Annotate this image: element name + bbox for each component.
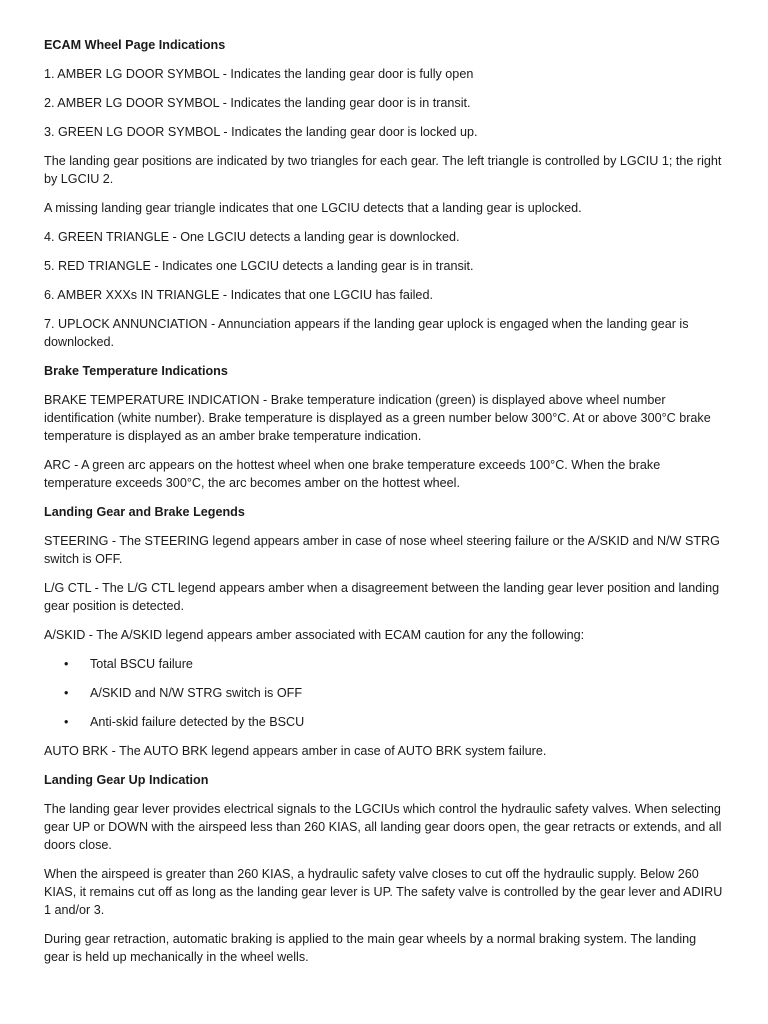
body-paragraph: AUTO BRK - The AUTO BRK legend appears amber in case of AUTO BRK system failure. <box>44 744 547 758</box>
bullet-dot-icon: • <box>64 657 69 671</box>
body-paragraph: 4. GREEN TRIANGLE - One LGCIU detects a landing gear is downlocked. <box>44 230 460 244</box>
body-paragraph: A missing landing gear triangle indicates that one LGCIU detects that a landing gear is uplocked. <box>44 201 582 215</box>
bullet-list-item <box>44 655 724 673</box>
body-paragraph: 6. AMBER XXXs IN TRIANGLE - Indicates that one LGCIU has failed. <box>44 288 433 302</box>
body-paragraph: 5. RED TRIANGLE - Indicates one LGCIU detects a landing gear is in transit. <box>44 259 474 273</box>
section-heading: Brake Temperature Indications <box>44 364 228 378</box>
body-paragraph: The landing gear positions are indicated by two triangles for each gear. The left triangle is controlled by LGCIU 1; the right by LGCIU 2. <box>44 154 722 186</box>
body-paragraph: The landing gear lever provides electrical signals to the LGCIUs which control the hydraulic safety valves. When selecting gear UP or DOWN with the airspeed less than 260 KIAS, all landing gear doors open, the gear retracts or extends, and all doors close. <box>44 802 722 852</box>
body-paragraph: 7. UPLOCK ANNUNCIATION - Annunciation appears if the landing gear uplock is engaged when the landing gear is downlocked. <box>44 317 689 349</box>
section-heading: Landing Gear Up Indication <box>44 773 209 787</box>
body-paragraph: During gear retraction, automatic braking is applied to the main gear wheels by a normal braking system. The landing gear is held up mechanically in the wheel wells. <box>44 932 697 964</box>
body-paragraph: BRAKE TEMPERATURE INDICATION - Brake temperature indication (green) is displayed above wheel number identification (white number). Brake temperature is displayed as a green number below 300°C. At or above 300°C brake temperature is displayed as an amber brake temperature indication. <box>44 393 711 443</box>
bullet-dot-icon: • <box>64 715 69 729</box>
body-paragraph: STEERING - The STEERING legend appears amber in case of nose wheel steering failure or the A/SKID and N/W STRG switch is OFF. <box>44 534 720 566</box>
bullet-dot-icon: • <box>64 686 69 700</box>
body-paragraph: ARC - A green arc appears on the hottest wheel when one brake temperature exceeds 100°C. When the brake temperature exceeds 300°C, the arc becomes amber on the hottest wheel. <box>44 458 661 490</box>
bullet-list-item <box>44 684 724 702</box>
bullet-item-text: Total BSCU failure <box>90 657 193 671</box>
section-heading: Landing Gear and Brake Legends <box>44 505 245 519</box>
section-heading: ECAM Wheel Page Indications <box>44 38 226 52</box>
bullet-list <box>44 655 724 731</box>
body-paragraph: L/G CTL - The L/G CTL legend appears amber when a disagreement between the landing gear lever position and landing gear position is detected. <box>44 581 720 613</box>
body-paragraph: 1. AMBER LG DOOR SYMBOL - Indicates the landing gear door is fully open <box>44 67 474 81</box>
bullet-list-item <box>44 713 724 731</box>
body-paragraph: 3. GREEN LG DOOR SYMBOL - Indicates the landing gear door is locked up. <box>44 125 478 139</box>
body-paragraph: A/SKID - The A/SKID legend appears amber associated with ECAM caution for any the following: <box>44 628 585 642</box>
bullet-item-text: Anti-skid failure detected by the BSCU <box>90 715 305 729</box>
bullet-item-text: A/SKID and N/W STRG switch is OFF <box>90 686 303 700</box>
body-paragraph: When the airspeed is greater than 260 KIAS, a hydraulic safety valve closes to cut off the hydraulic supply. Below 260 KIAS, it remains cut off as long as the landing gear lever is UP. The safety valve is controlled by the gear lever and ADIRU 1 and/or 3. <box>44 867 723 917</box>
document-page <box>44 36 724 977</box>
body-paragraph: 2. AMBER LG DOOR SYMBOL - Indicates the landing gear door is in transit. <box>44 96 471 110</box>
